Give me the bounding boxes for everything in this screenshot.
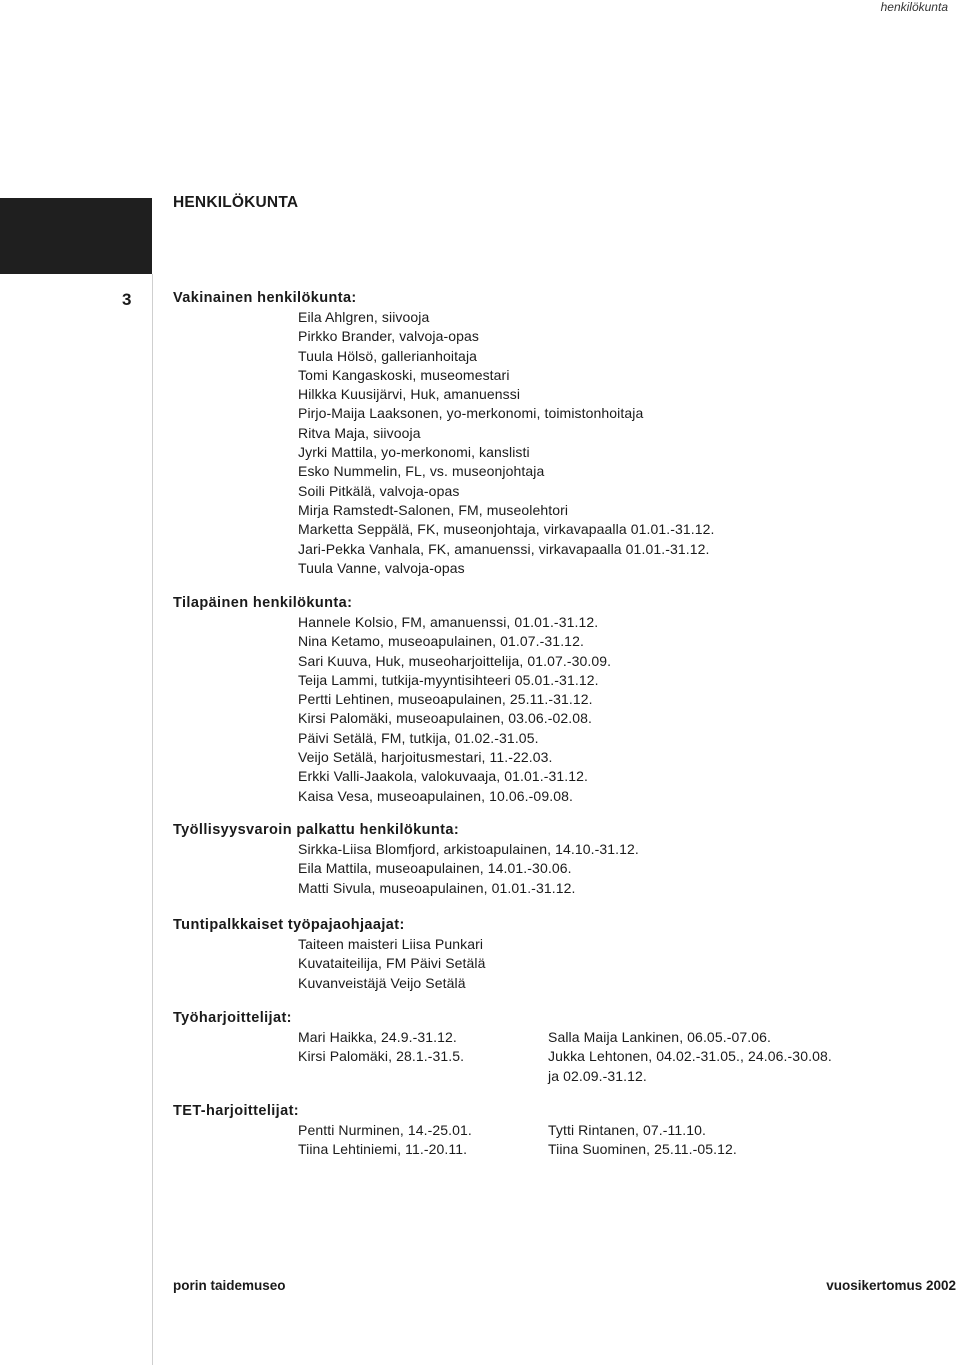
list-item: Mari Haikka, 24.9.-31.12. [298, 1029, 457, 1045]
left-column [298, 1121, 548, 1160]
list-item: Kaisa Vesa, museoapulainen, 10.06.-09.08. [298, 787, 573, 804]
section-temporary-staff [173, 594, 933, 806]
list-item: Pirjo-Maija Laaksonen, yo-merkonomi, toimistonhoitaja [298, 405, 644, 422]
list-item: Kuvanveistäjä Veijo Setälä [298, 974, 466, 991]
section-permanent-staff [173, 289, 933, 578]
footer-report-title: vuosikertomus 2002 [826, 1278, 956, 1293]
section-heading: Tuntipalkkaiset työpajaohjaajat: [173, 917, 405, 933]
list-item: Päivi Setälä, FM, tutkija, 01.02.-31.05. [298, 729, 539, 746]
list-item: Tuula Hölsö, gallerianhoitaja [298, 347, 478, 364]
list-item: Sirkka-Liisa Blomfjord, arkistoapulainen, 14.10.-31.12. [298, 841, 639, 857]
list-item: Jyrki Mattila, yo-merkonomi, kanslisti [298, 444, 530, 461]
list-item: Tiina Suominen, 25.11.-05.12. [548, 1141, 737, 1158]
staff-list [173, 613, 933, 806]
list-item: Jukka Lehtonen, 04.02.-31.05., 24.06.-30.08. [548, 1048, 832, 1065]
list-item: Pentti Nurminen, 14.-25.01. [298, 1122, 472, 1138]
list-item: Teija Lammi, tutkija-myyntisihteeri 05.01.-31.12. [298, 671, 599, 688]
list-item: Sari Kuuva, Huk, museoharjoittelija, 01.07.-30.09. [298, 652, 612, 669]
list-item: Eila Ahlgren, siivooja [298, 309, 430, 325]
page-number: 3 [122, 290, 132, 309]
list-item: Tytti Rintanen, 07.-11.10. [548, 1122, 706, 1138]
section-heading: Työllisyysvaroin palkattu henkilökunta: [173, 822, 460, 838]
list-item: Kirsi Palomäki, 28.1.-31.5. [298, 1048, 465, 1065]
list-item: Soili Pitkälä, valvoja-opas [298, 482, 460, 499]
list-item: Ritva Maja, siivooja [298, 424, 421, 441]
running-head: henkilökunta [880, 0, 948, 14]
section-heading: Työharjoittelijat: [173, 1010, 292, 1026]
list-item: Mirja Ramstedt-Salonen, FM, museolehtori [298, 501, 569, 518]
staff-list [173, 308, 933, 578]
staff-list [173, 935, 933, 993]
list-item: Matti Sivula, museoapulainen, 01.01.-31.12. [298, 879, 576, 896]
list-item: Jari-Pekka Vanhala, FK, amanuenssi, virkavapaalla 01.01.-31.12. [298, 540, 710, 557]
list-item: Tiina Lehtiniemi, 11.-20.11. [298, 1141, 468, 1158]
list-item: Tomi Kangaskoski, museomestari [298, 366, 510, 383]
list-item: Eila Mattila, museoapulainen, 14.01.-30.06. [298, 860, 572, 877]
list-item: Pirkko Brander, valvoja-opas [298, 328, 479, 345]
section-tet-trainees [173, 1102, 933, 1158]
list-item: ja 02.09.-31.12. [548, 1067, 647, 1084]
left-column [298, 1028, 548, 1067]
page-title: HENKILÖKUNTA [173, 194, 299, 211]
list-item: Marketta Seppälä, FK, museonjohtaja, virkavapaalla 01.01.-31.12. [298, 521, 715, 538]
section-heading: Tilapäinen henkilökunta: [173, 595, 353, 611]
list-item: Kirsi Palomäki, museoapulainen, 03.06.-02.08. [298, 710, 593, 727]
section-hourly-instructors [173, 916, 933, 993]
section-heading: Vakinainen henkilökunta: [173, 290, 357, 306]
vertical-rule [152, 274, 153, 1365]
dark-margin-block [0, 198, 152, 274]
right-column [548, 1028, 948, 1086]
list-item: Erkki Valli-Jaakola, valokuvaaja, 01.01.-31.12. [298, 768, 589, 785]
list-item: Pertti Lehtinen, museoapulainen, 25.11.-31.12. [298, 691, 593, 708]
list-item: Kuvataiteilija, FM Päivi Setälä [298, 955, 486, 972]
section-heading: TET-harjoittelijat: [173, 1103, 300, 1119]
list-item: Tuula Vanne, valvoja-opas [298, 559, 465, 576]
footer-publisher: porin taidemuseo [173, 1278, 286, 1293]
list-item: Salla Maija Lankinen, 06.05.-07.06. [548, 1029, 771, 1045]
list-item: Hilkka Kuusijärvi, Huk, amanuenssi [298, 386, 521, 403]
list-item: Nina Ketamo, museoapulainen, 01.07.-31.12. [298, 633, 584, 650]
section-trainees [173, 1009, 933, 1084]
right-column [548, 1121, 948, 1160]
section-employment-funds-staff [173, 821, 933, 898]
staff-list [173, 840, 933, 898]
list-item: Veijo Setälä, harjoitusmestari, 11.-22.03. [298, 749, 553, 766]
list-item: Esko Nummelin, FL, vs. museonjohtaja [298, 463, 545, 480]
list-item: Taiteen maisteri Liisa Punkari [298, 936, 484, 952]
list-item: Hannele Kolsio, FM, amanuenssi, 01.01.-31.12. [298, 614, 599, 630]
